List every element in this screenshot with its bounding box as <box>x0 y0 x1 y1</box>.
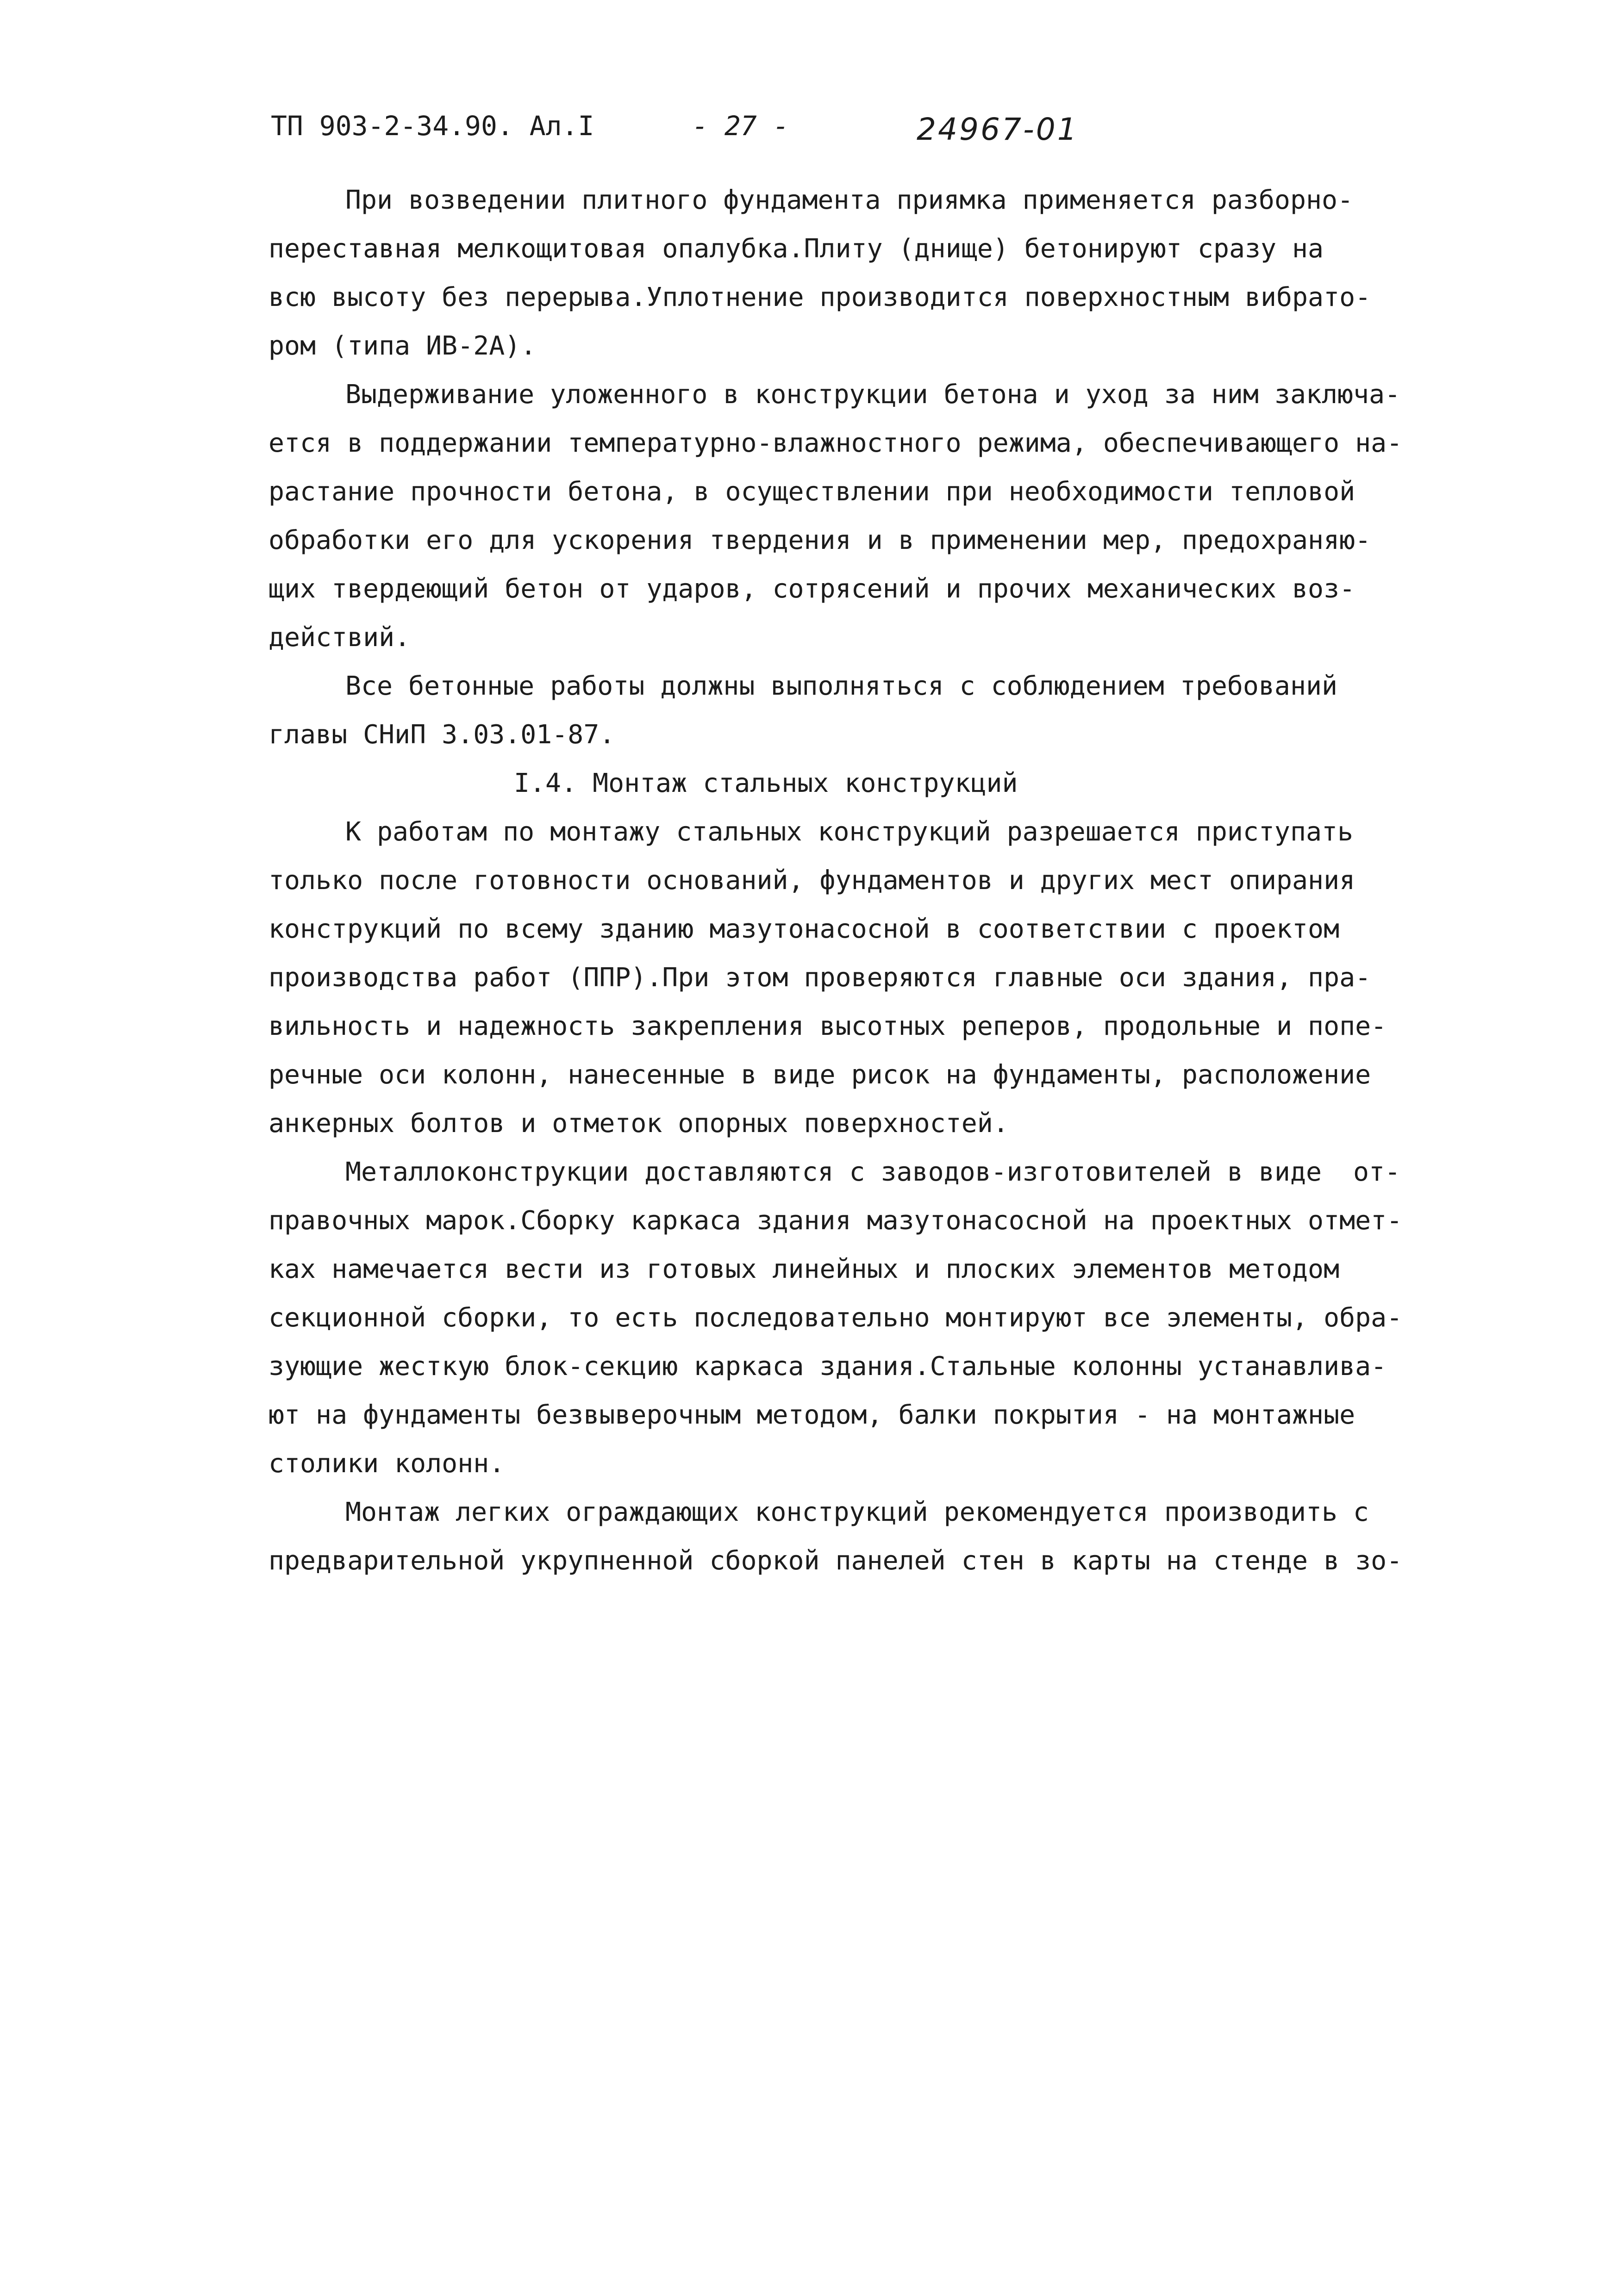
text-line: главы СНиП 3.03.01-87. <box>269 720 615 750</box>
text-line: Выдерживание уложенного в конструкции бетона и уход за ним заключа- <box>345 380 1401 410</box>
document-code: ТП 903-2-34.90. Ал.I <box>271 110 594 142</box>
text-line: При возведении плитного фундамента приямка применяется разборно- <box>345 185 1354 215</box>
text-line: ках намечается вести из готовых линейных и плоских элементов методом <box>269 1254 1340 1284</box>
text-line: действий. <box>269 622 411 653</box>
text-line: предварительной укрупненной сборкой панелей стен в карты на стенде в зо- <box>269 1546 1403 1576</box>
text-line: правочных марок.Сборку каркаса здания мазутонасосной на проектных отмет- <box>269 1206 1403 1236</box>
text-line: ется в поддержании температурно-влажностного режима, обеспечивающего на- <box>269 428 1403 458</box>
text-line: всю высоту без перерыва.Уплотнение производится поверхностным вибрато- <box>269 282 1371 312</box>
text-line: Все бетонные работы должны выполняться с соблюдением требований <box>345 671 1337 701</box>
text-line: ром (типа ИВ-2А). <box>269 331 537 361</box>
text-line: речные оси колонн, нанесенные в виде рисок на фундаменты, расположение <box>269 1060 1371 1090</box>
archive-number: 24967-01 <box>917 112 1079 147</box>
text-line: ют на фундаменты безвыверочным методом, балки покрытия - на монтажные <box>269 1400 1355 1430</box>
text-line: Металлоконструкции доставляются с заводов-изготовителей в виде от- <box>345 1157 1401 1187</box>
text-line: зующие жесткую блок-секцию каркаса здания.Стальные колонны устанавлива- <box>269 1351 1387 1381</box>
section-heading: I.4. Монтаж стальных конструкций <box>514 768 1018 798</box>
text-line: обработки его для ускорения твердения и в применении мер, предохраняю- <box>269 525 1371 555</box>
text-line: секционной сборки, то есть последовательно монтируют все элементы, обра- <box>269 1303 1403 1333</box>
text-line: производства работ (ППР).При этом проверяются главные оси здания, пра- <box>269 963 1371 993</box>
text-line: переставная мелкощитовая опалубка.Плиту (днище) бетонируют сразу на <box>269 234 1324 264</box>
text-line: К работам по монтажу стальных конструкций разрешается приступать <box>345 817 1354 847</box>
body-text <box>269 176 1403 1585</box>
text-line: анкерных болтов и отметок опорных поверхностей. <box>269 1108 1009 1139</box>
text-line: щих твердеющий бетон от ударов, сотрясений и прочих механических воз- <box>269 574 1355 604</box>
text-line: конструкций по всему зданию мазутонасосной в соответствии с проектом <box>269 914 1340 944</box>
text-line: Монтаж легких ограждающих конструкций рекомендуется производить с <box>345 1497 1369 1527</box>
page-number: - 27 - <box>692 110 789 142</box>
text-line: столики колонн. <box>269 1449 505 1479</box>
text-line: вильность и надежность закрепления высотных реперов, продольные и попе- <box>269 1011 1387 1041</box>
text-line: растание прочности бетона, в осуществлении при необходимости тепловой <box>269 477 1355 507</box>
text-line: только после готовности оснований, фундаментов и других мест опирания <box>269 865 1355 896</box>
page-header <box>271 103 1382 149</box>
